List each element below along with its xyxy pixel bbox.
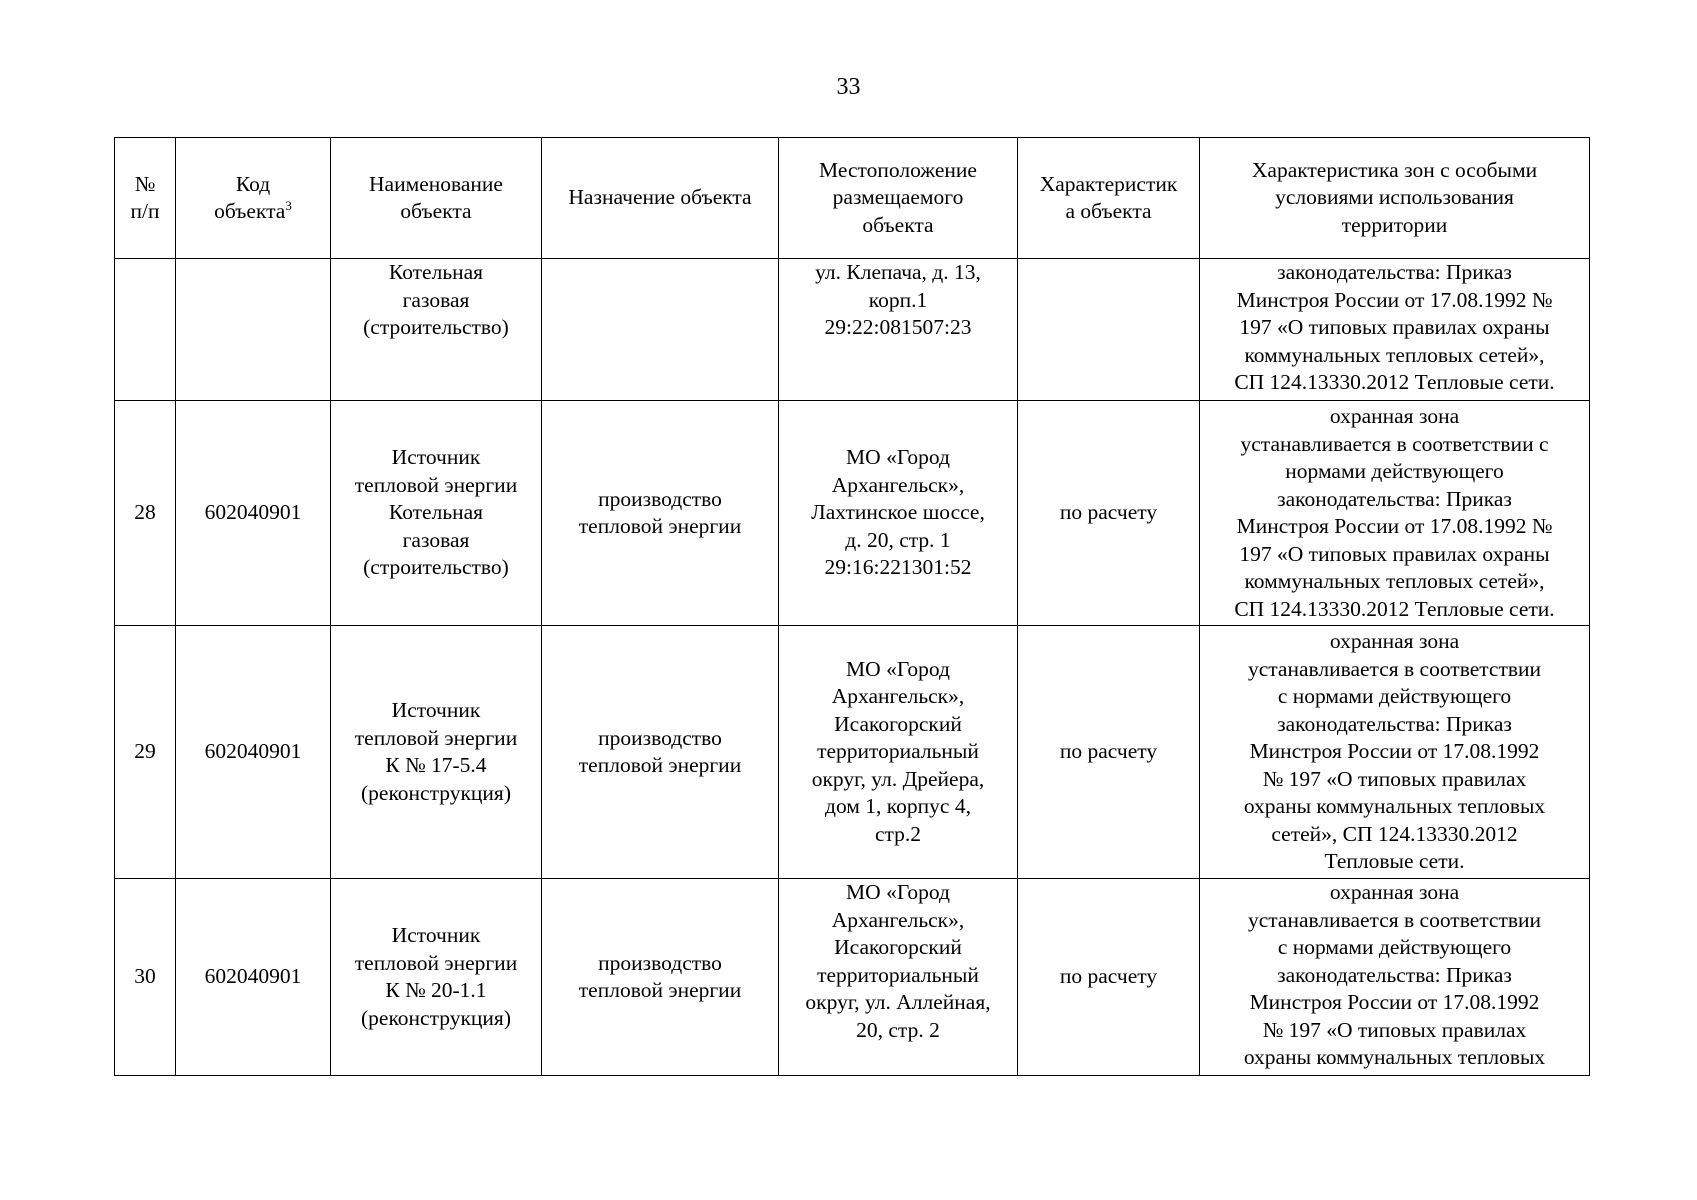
cell-characteristic xyxy=(1018,259,1200,401)
header-characteristic: Характеристик а объекта xyxy=(1018,138,1200,259)
cell-num: 29 xyxy=(115,626,176,879)
table-row xyxy=(115,401,1590,626)
cell-num: 30 xyxy=(115,879,176,1076)
cell-num: 28 xyxy=(115,401,176,626)
page-number: 33 xyxy=(836,74,861,100)
cell-purpose: производство тепловой энергии xyxy=(542,626,779,879)
cell-name: Источник тепловой энергии Котельная газовая (строительство) xyxy=(331,401,542,626)
cell-characteristic: по расчету xyxy=(1018,879,1200,1076)
cell-code: 602040901 xyxy=(176,401,331,626)
header-location: Местоположение размещаемого объекта xyxy=(779,138,1018,259)
cell-code xyxy=(176,259,331,401)
cell-purpose: производство тепловой энергии xyxy=(542,401,779,626)
cell-location: МО «Город Архангельск», Исакогорский территориальный округ, ул. Дрейера, дом 1, корпус 4, стр.2 xyxy=(779,626,1018,879)
table-row xyxy=(115,259,1590,401)
header-name: Наименование объекта xyxy=(331,138,542,259)
cell-characteristic: по расчету xyxy=(1018,626,1200,879)
table-header-row xyxy=(115,138,1590,259)
cell-location: МО «Город Архангельск», Исакогорский территориальный округ, ул. Аллейная, 20, стр. 2 xyxy=(779,879,1018,1076)
cell-location: ул. Клепача, д. 13, корп.1 29:22:081507:23 xyxy=(779,259,1018,401)
cell-purpose: производство тепловой энергии xyxy=(542,879,779,1076)
cell-name: Источник тепловой энергии К № 17-5.4 (реконструкция) xyxy=(331,626,542,879)
cell-name: Источник тепловой энергии К № 20-1.1 (реконструкция) xyxy=(331,879,542,1076)
cell-zones: законодательства: Приказ Минстроя России от 17.08.1992 № 197 «О типовых правилах охраны коммунальных тепловых сетей», СП 124.13330.2012 Тепловые сети. xyxy=(1200,259,1590,401)
header-code: Код объекта$^3$ xyxy=(176,138,331,259)
cell-zones: охранная зона устанавливается в соответствии с нормами действующего законодательства: Приказ Минстроя России от 17.08.1992 № 197 «О типовых правилах охраны коммунальных тепловых сетей», СП 124.13330.2012 Тепловые сети. xyxy=(1200,401,1590,626)
header-num: № п/п xyxy=(115,138,176,259)
cell-code: 602040901 xyxy=(176,626,331,879)
cell-zones: охранная зона устанавливается в соответствии с нормами действующего законодательства: Приказ Минстроя России от 17.08.1992 № 197 «О типовых правилах охраны коммунальных тепловых xyxy=(1200,879,1590,1076)
cell-characteristic: по расчету xyxy=(1018,401,1200,626)
footnote-mark: 3 xyxy=(285,197,292,213)
table-row xyxy=(115,879,1590,1076)
header-zones: Характеристика зон с особыми условиями использования территории xyxy=(1200,138,1590,259)
table-row xyxy=(115,626,1590,879)
cell-num xyxy=(115,259,176,401)
cell-location: МО «Город Архангельск», Лахтинское шоссе, д. 20, стр. 1 29:16:221301:52 xyxy=(779,401,1018,626)
objects-table xyxy=(114,137,1590,1076)
cell-purpose xyxy=(542,259,779,401)
cell-zones: охранная зона устанавливается в соответствии с нормами действующего законодательства: Приказ Минстроя России от 17.08.1992 № 197 «О типовых правилах охраны коммунальных тепловых сетей», СП 124.13330.2012 Тепловые сети. xyxy=(1200,626,1590,879)
cell-code: 602040901 xyxy=(176,879,331,1076)
cell-name: Котельная газовая (строительство) xyxy=(331,259,542,401)
header-purpose: Назначение объекта xyxy=(542,138,779,259)
